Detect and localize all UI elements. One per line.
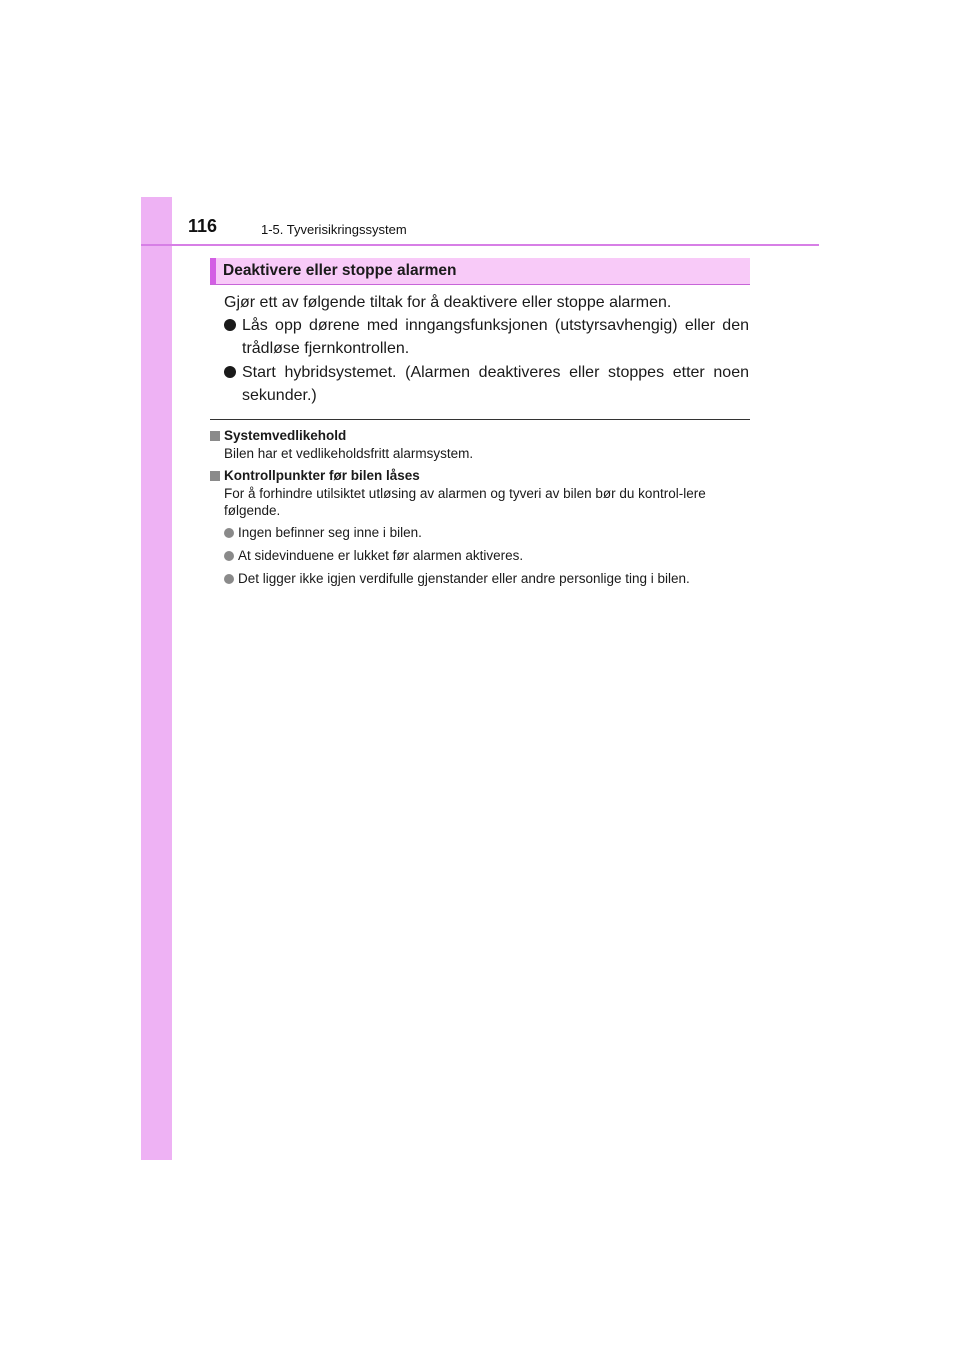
list-item [224, 524, 750, 542]
title-accent [210, 258, 216, 284]
note-heading-text: Systemvedlikehold [224, 428, 347, 443]
bullet-icon [224, 551, 234, 561]
section-title-bar [210, 258, 750, 285]
bullet-icon [224, 574, 234, 584]
note-heading-text: Kontrollpunkter før bilen låses [224, 468, 420, 483]
bullet-icon [224, 319, 236, 331]
list-item [224, 314, 749, 360]
page-number: 116 [188, 216, 218, 236]
list-item [224, 570, 750, 588]
list-item [224, 547, 750, 565]
section-title: Deaktivere eller stoppe alarmen [223, 262, 457, 279]
header-rule [141, 244, 819, 246]
notes-section [210, 427, 750, 588]
section-path: 1-5. Tyverisikringssystem [261, 222, 407, 237]
square-bullet-icon [210, 471, 220, 481]
note-body: Bilen har et vedlikeholdsfritt alarmsystem. [224, 446, 474, 461]
list-item-text: At sidevinduene er lukket før alarmen aktiveres. [238, 548, 524, 563]
divider [210, 419, 750, 420]
main-bullet-list [224, 314, 749, 408]
bullet-icon [224, 528, 234, 538]
list-item-text: Lås opp dørene med inngangsfunksjonen (utstyrsavhengig) eller den trådløse fjernkontrollen. [242, 317, 749, 357]
intro-text: Gjør ett av følgende tiltak for å deaktivere eller stoppe alarmen. [224, 294, 672, 311]
note-bullet-list [210, 524, 750, 588]
note-body: For å forhindre utilsiktet utløsing av alarmen og tyveri av bilen bør du kontrol-lere følgende. [224, 486, 706, 518]
list-item-text: Start hybridsystemet. (Alarmen deaktiveres eller stoppes etter noen sekunder.) [242, 364, 749, 404]
list-item-text: Ingen befinner seg inne i bilen. [238, 525, 422, 540]
list-item [224, 361, 749, 407]
square-bullet-icon [210, 431, 220, 441]
bullet-icon [224, 366, 236, 378]
side-color-strip [141, 197, 172, 1160]
note-heading [210, 427, 750, 445]
list-item-text: Det ligger ikke igjen verdifulle gjenstander eller andre personlige ting i bilen. [238, 571, 690, 586]
note-heading [210, 467, 750, 485]
